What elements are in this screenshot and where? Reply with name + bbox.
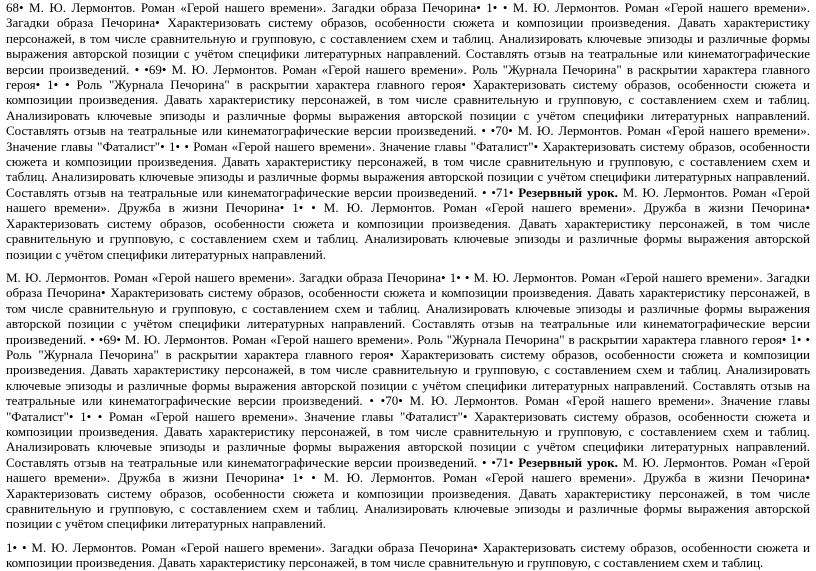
bold-phrase: Резервный урок.: [518, 454, 618, 470]
paragraph-3: 1• • М. Ю. Лермонтов. Роман «Герой нашего времени». Загадки образа Печорина• Характеризовать систему образов, особенности сюжета и композиции произведения. Давать характеристику персонажей, в том числе сравнительную и групповую, с составлением схем и таблиц.: [6, 539, 810, 571]
paragraph-gap: [6, 532, 810, 540]
bold-phrase: Резервный урок.: [518, 184, 618, 200]
paragraph-gap: [6, 262, 810, 270]
paragraph-2: М. Ю. Лермонтов. Роман «Герой нашего времени». Загадки образа Печорина• 1• • М. Ю. Лермонтов. Роман «Герой нашего времени». Загадки образа Печорина• Характеризовать систему образов, особенности сюжета и композиции произведения. Давать характеристику персонажей, в том числе сравнительную и групповую, с составлением схем и таблиц. Анализировать ключевые эпизоды и различные формы выражения авторской позиции с учётом специфики литературных направлений. Составлять отзыв на театральные или кинематографические версии произведений. • •69• М. Ю. Лермонтов. Роман «Герой нашего времени». Роль "Журнала Печорина" в раскрытии характера главного героя• 1• • Роль "Журнала Печорина" в раскрытии характера главного героя• Характеризовать систему образов, особенности сюжета и композиции произведения. Давать характеристику персонажей, в том числе сравнительную и групповую, с составлением схем и таблиц. Анализировать ключевые эпизоды и различные формы выражения авторской позиции с учётом специфики литературных направлений. Составлять отзыв на театральные или кинематографические версии произведений. • •70• М. Ю. Лермонтов. Роман «Герой нашего времени». Значение главы "Фаталист"• 1• • Роман «Герой нашего времени». Значение главы "Фаталист"• Характеризовать систему образов, особенности сюжета и композиции произведения. Давать характеристику персонажей, в том числе сравнительную и групповую, с составлением схем и таблиц. Анализировать ключевые эпизоды и различные формы выражения авторской позиции с учётом специфики литературных направлений. Составлять отзыв на театральные или кинематографические версии произведений. • •71• Резервный урок. М. Ю. Лермонтов. Роман «Герой нашего времени». Дружба в жизни Печорина• 1• • М. Ю. Лермонтов. Роман «Герой нашего времени». Дружба в жизни Печорина• Характеризовать систему образов, особенности сюжета и композиции произведения. Давать характеристику персонажей, в том числе сравнительную и групповую, с составлением схем и таблиц. Анализировать ключевые эпизоды и различные формы выражения авторской позиции с учётом специфики литературных направлений.: [6, 269, 810, 532]
paragraph-1: 68• М. Ю. Лермонтов. Роман «Герой нашего времени». Загадки образа Печорина• 1• • М. Ю. Лермонтов. Роман «Герой нашего времени». Загадки образа Печорина• Характеризовать систему образов, особенности сюжета и композиции произведения. Давать характеристику персонажей, в том числе сравнительную и групповую, с составлением схем и таблиц. Анализировать ключевые эпизоды и различные формы выражения авторской позиции с учётом специфики литературных направлений. Составлять отзыв на театральные или кинематографические версии произведений. • •69• М. Ю. Лермонтов. Роман «Герой нашего времени». Роль "Журнала Печорина" в раскрытии характера главного героя• 1• • Роль "Журнала Печорина" в раскрытии характера главного героя• Характеризовать систему образов, особенности сюжета и композиции произведения. Давать характеристику персонажей, в том числе сравнительную и групповую, с составлением схем и таблиц. Анализировать ключевые эпизоды и различные формы выражения авторской позиции с учётом специфики литературных направлений. Составлять отзыв на театральные или кинематографические версии произведений. • •70• М. Ю. Лермонтов. Роман «Герой нашего времени». Значение главы "Фаталист"• 1• • Роман «Герой нашего времени». Значение главы "Фаталист"• Характеризовать систему образов, особенности сюжета и композиции произведения. Давать характеристику персонажей, в том числе сравнительную и групповую, с составлением схем и таблиц. Анализировать ключевые эпизоды и различные формы выражения авторской позиции с учётом специфики литературных направлений. Составлять отзыв на театральные или кинематографические версии произведений. • •71• Резервный урок. М. Ю. Лермонтов. Роман «Герой нашего времени». Дружба в жизни Печорина• 1• • М. Ю. Лермонтов. Роман «Герой нашего времени». Дружба в жизни Печорина• Характеризовать систему образов, особенности сюжета и композиции произведения. Давать характеристику персонажей, в том числе сравнительную и групповую, с составлением схем и таблиц. Анализировать ключевые эпизоды и различные формы выражения авторской позиции с учётом специфики литературных направлений.: [6, 0, 810, 262]
